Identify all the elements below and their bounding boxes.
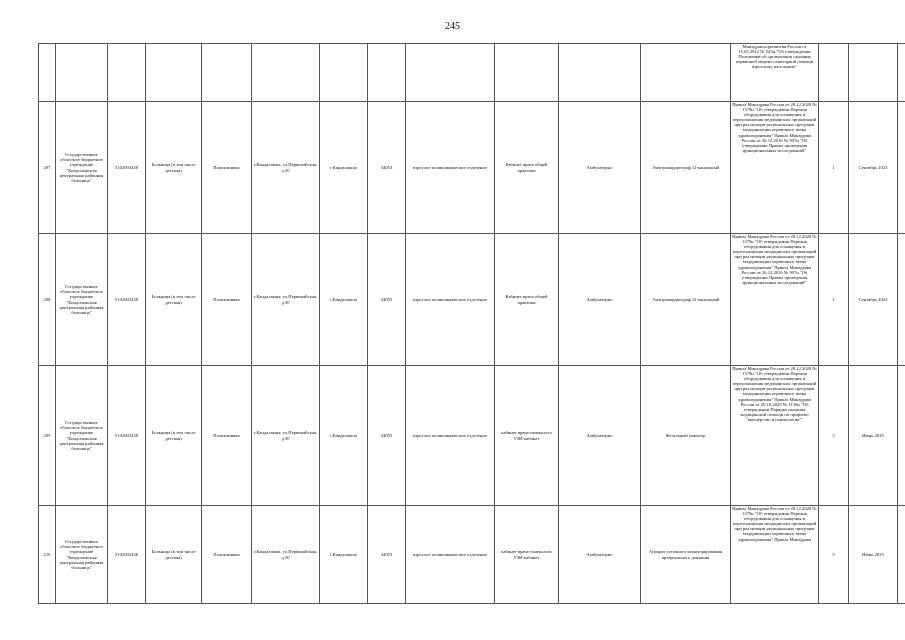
cell-dept: Поликлиника [202,102,252,234]
cell-qty [819,44,849,102]
cell-care [559,44,641,102]
cell-norm: Минздравсоцразвития России от 15.05.2012 № 543н "Об утверждении Положения об организации оказания первичной медико-санитарной помощи взрослому населению" [731,44,819,102]
cell-address [252,44,320,102]
cell-deadline [849,44,898,102]
cell-unit: взрослое поликлиническое отделение [406,102,495,234]
cell-qty: 5 [819,366,849,506]
cell-norm: Приказ Минздрава России от 28.12.2020 № 1379н "Об утверждении Перечня оборудования для оснащения и переоснащения медицинских организаций при реализации региональных программ модернизации первичного звена здравоохранения" Приказ Минздрава России от 20.10.2020 № 1130н "Об утверждении Порядка оказания медицинской помощи по профилю "акушерство и гинекология"" [731,366,819,506]
cell-qty: 5 [819,506,849,604]
cell-inn: 5102003438 [108,234,146,366]
table-row [39,44,905,102]
cell-room: Кабинет врача общей практики [495,234,559,366]
cell-org: Государственное областное бюджетное учреждение "Кондопожская центральная районная больница" [56,102,108,234]
cell-extra [898,102,905,234]
cell-room: кабинет врача-гинеколога УЗИ-кабинет [495,366,559,506]
cell-extra [898,234,905,366]
cell-equipment: Аппарат суточного мониторирования артериального давления [641,506,731,604]
cell-org: Государственное областное бюджетное учреждение "Кондопожская центральная районная больница" [56,234,108,366]
cell-index: 34053 [368,102,406,234]
cell-deadline: Сентябрь 2023 [849,102,898,234]
cell-dept [202,44,252,102]
cell-room [495,44,559,102]
cell-care: Амбулаторно [559,234,641,366]
cell-norm: Приказ Минздрава России от 28.12.2020 № 1379н "Об утверждении Перечня оборудования для оснащения и переоснащения медицинских организаций при реализации региональных программ модернизации первичного звена здравоохранения" Приказ Минздрава России от 26.12.2016 № 997н "Об утверждении Правил проведения функциональных исследований" [731,234,819,366]
cell-type: Больница (в том числе детская) [146,102,202,234]
cell-equipment [641,44,731,102]
page-number: 245 [445,21,460,32]
cell-num: 210 [39,506,56,604]
cell-type: Больница (в том числе детская) [146,234,202,366]
cell-unit: взрослое поликлиническое отделение [406,506,495,604]
cell-dept: Поликлиника [202,366,252,506]
cell-type: Больница (в том числе детская) [146,366,202,506]
cell-care: Амбулаторно [559,102,641,234]
cell-city: г.Кандалакша [320,234,368,366]
table-row [39,102,905,234]
cell-num: 208 [39,234,56,366]
cell-index: 34053 [368,366,406,506]
cell-inn [108,44,146,102]
cell-city [320,44,368,102]
cell-address: г.Кандалакша, ул.Первомайская, д.50 [252,506,320,604]
cell-city: г.Кандалакша [320,366,368,506]
cell-num: 207 [39,102,56,234]
cell-unit: взрослое поликлиническое отделение [406,366,495,506]
table-row [39,366,905,506]
cell-city: г.Кандалакша [320,506,368,604]
cell-equipment: Электрокардиограф 12-канальный [641,102,731,234]
cell-city: г.Кандалакша [320,102,368,234]
equipment-table [38,43,905,604]
cell-index: 34053 [368,506,406,604]
cell-org [56,44,108,102]
cell-org: Государственное областное бюджетное учреждение "Кондопожская центральная районная больница" [56,366,108,506]
cell-extra [898,366,905,506]
cell-dept: Поликлиника [202,506,252,604]
cell-deadline: Июнь 2025 [849,366,898,506]
table-row [39,234,905,366]
cell-care: Амбулаторно [559,506,641,604]
cell-care: Амбулаторно [559,366,641,506]
cell-inn: 5102003438 [108,366,146,506]
cell-dept: Поликлиника [202,234,252,366]
cell-address: г.Кандалакша, ул.Первомайская, д.50 [252,102,320,234]
cell-unit [406,44,495,102]
cell-unit: взрослое поликлиническое отделение [406,234,495,366]
cell-equipment: Электрокардиограф 12-канальный [641,234,731,366]
cell-deadline: Сентябрь 2023 [849,234,898,366]
cell-qty: 1 [819,234,849,366]
cell-type: Больница (в том числе детская) [146,506,202,604]
cell-num [39,44,56,102]
cell-norm: Приказ Минздрава России от 28.12.2020 № 1379н "Об утверждении Перечня оборудования для оснащения и переоснащения медицинских организаций при реализации региональных программ модернизации первичного звена здравоохранения" Приказ Минздрава [731,506,819,604]
cell-address: г.Кандалакша, ул.Первомайская, д.50 [252,366,320,506]
cell-index: 34053 [368,234,406,366]
cell-org: Государственное областное бюджетное учреждение "Кондопожская центральная районная больница" [56,506,108,604]
cell-equipment: Фетальный монитор [641,366,731,506]
cell-deadline: Июнь 2025 [849,506,898,604]
cell-extra [898,44,905,102]
cell-num: 209 [39,366,56,506]
cell-room: кабинет врача-гинеколога УЗИ-кабинет [495,506,559,604]
cell-qty: 1 [819,102,849,234]
cell-type [146,44,202,102]
cell-norm: Приказ Минздрава России от 28.12.2020 № 1379н "Об утверждении Перечня оборудования для оснащения и переоснащения медицинских организаций при реализации региональных программ модернизации первичного звена здравоохранения" Приказ Минздрава России от 26.12.2016 № 997н "Об утверждении Правил проведения функциональных исследований" [731,102,819,234]
cell-address: г.Кандалакша, ул.Первомайская, д.50 [252,234,320,366]
cell-room: Кабинет врача общей практики [495,102,559,234]
cell-inn: 5102003438 [108,102,146,234]
cell-extra [898,506,905,604]
cell-index [368,44,406,102]
cell-inn: 5102003438 [108,506,146,604]
table-row [39,506,905,604]
